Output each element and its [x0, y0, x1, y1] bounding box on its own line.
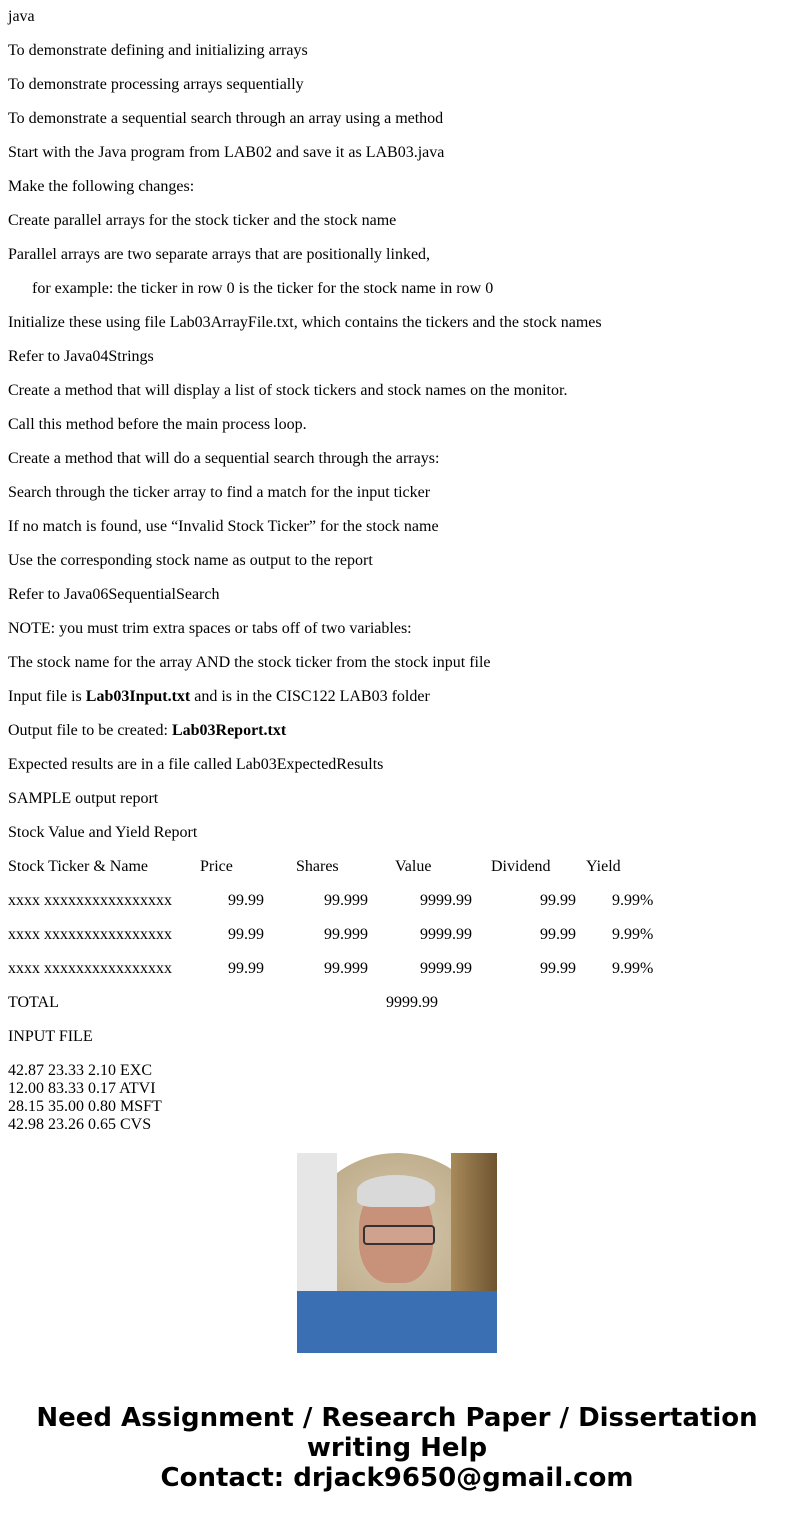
output-prefix: Output file to be created: — [8, 722, 172, 739]
cell-value: 9999.99 — [420, 926, 472, 943]
report-total-row — [8, 994, 786, 1012]
doc-line: Parallel arrays are two separate arrays that are positionally linked, — [8, 246, 431, 263]
header-price: Price — [200, 858, 233, 875]
input-suffix: and is in the CISC122 LAB03 folder — [190, 688, 430, 705]
report-row — [8, 892, 786, 910]
doc-line: Use the corresponding stock name as output to the report — [8, 552, 373, 569]
input-file-line: 12.00 83.33 0.17 ATVI — [8, 1080, 156, 1097]
input-file-line: 42.98 23.26 0.65 CVS — [8, 1116, 152, 1133]
cell-ticker-name: xxxx xxxxxxxxxxxxxxxx — [8, 960, 172, 977]
cell-yield: 9.99% — [612, 960, 654, 977]
author-avatar — [297, 1153, 497, 1353]
cell-dividend: 99.99 — [540, 926, 576, 943]
doc-line: The stock name for the array AND the stock ticker from the stock input file — [8, 654, 491, 671]
doc-line-indented: for example: the ticker in row 0 is the ticker for the stock name in row 0 — [32, 280, 494, 297]
header-dividend: Dividend — [491, 858, 551, 875]
doc-line: Search through the ticker array to find a match for the input ticker — [8, 484, 431, 501]
header-value: Value — [395, 858, 432, 875]
total-label: TOTAL — [8, 994, 59, 1011]
input-file-contents — [8, 1062, 786, 1133]
output-file-line — [8, 722, 786, 740]
cell-shares: 99.999 — [324, 892, 368, 909]
doc-line: To demonstrate processing arrays sequentially — [8, 76, 304, 93]
promo-footer — [0, 1403, 794, 1493]
header-yield: Yield — [586, 858, 621, 875]
report-title: Stock Value and Yield Report — [8, 824, 198, 841]
doc-line: java — [8, 8, 35, 25]
doc-line: NOTE: you must trim extra spaces or tabs off of two variables: — [8, 620, 412, 637]
promo-line-2: writing Help — [306, 1433, 488, 1463]
cell-dividend: 99.99 — [540, 960, 576, 977]
doc-line: Create parallel arrays for the stock ticker and the stock name — [8, 212, 397, 229]
sample-heading: SAMPLE output report — [8, 790, 159, 807]
cell-shares: 99.999 — [324, 960, 368, 977]
report-row — [8, 926, 786, 944]
header-ticker-name: Stock Ticker & Name — [8, 858, 148, 875]
input-file-heading: INPUT FILE — [8, 1028, 93, 1045]
cell-ticker-name: xxxx xxxxxxxxxxxxxxxx — [8, 892, 172, 909]
cell-shares: 99.999 — [324, 926, 368, 943]
input-filename: Lab03Input.txt — [85, 688, 191, 705]
input-file-line — [8, 688, 786, 706]
doc-line: Refer to Java06SequentialSearch — [8, 586, 220, 603]
doc-line: Call this method before the main process loop. — [8, 416, 307, 433]
doc-line: To demonstrate a sequential search through an array using a method — [8, 110, 444, 127]
doc-line: To demonstrate defining and initializing arrays — [8, 42, 308, 59]
cell-price: 99.99 — [228, 960, 264, 977]
cell-ticker-name: xxxx xxxxxxxxxxxxxxxx — [8, 926, 172, 943]
input-file-line: 42.87 23.33 2.10 EXC — [8, 1062, 152, 1079]
input-file-line: 28.15 35.00 0.80 MSFT — [8, 1098, 162, 1115]
expected-results-line: Expected results are in a file called Lab03ExpectedResults — [8, 756, 384, 773]
avatar-shirt — [297, 1291, 497, 1353]
avatar-glasses — [363, 1225, 435, 1245]
promo-line-1: Need Assignment / Research Paper / Dissertation — [36, 1403, 758, 1433]
cell-yield: 9.99% — [612, 892, 654, 909]
doc-line: Refer to Java04Strings — [8, 348, 154, 365]
doc-line: Initialize these using file Lab03ArrayFile.txt, which contains the tickers and the stock names — [8, 314, 602, 331]
cell-price: 99.99 — [228, 892, 264, 909]
cell-value: 9999.99 — [420, 960, 472, 977]
input-prefix: Input file is — [8, 688, 86, 705]
output-filename: Lab03Report.txt — [171, 722, 287, 739]
avatar-hair — [357, 1175, 435, 1207]
cell-dividend: 99.99 — [540, 892, 576, 909]
document-body — [8, 8, 786, 1133]
report-header-row — [8, 858, 786, 876]
doc-line: Make the following changes: — [8, 178, 195, 195]
doc-line: If no match is found, use “Invalid Stock Ticker” for the stock name — [8, 518, 439, 535]
cell-yield: 9.99% — [612, 926, 654, 943]
promo-contact: Contact: drjack9650@gmail.com — [160, 1463, 634, 1493]
header-shares: Shares — [296, 858, 339, 875]
doc-line: Start with the Java program from LAB02 and save it as LAB03.java — [8, 144, 445, 161]
doc-line: Create a method that will do a sequential search through the arrays: — [8, 450, 440, 467]
cell-price: 99.99 — [228, 926, 264, 943]
cell-value: 9999.99 — [420, 892, 472, 909]
total-value: 9999.99 — [386, 994, 438, 1011]
doc-line: Create a method that will display a list of stock tickers and stock names on the monitor. — [8, 382, 568, 399]
report-row — [8, 960, 786, 978]
